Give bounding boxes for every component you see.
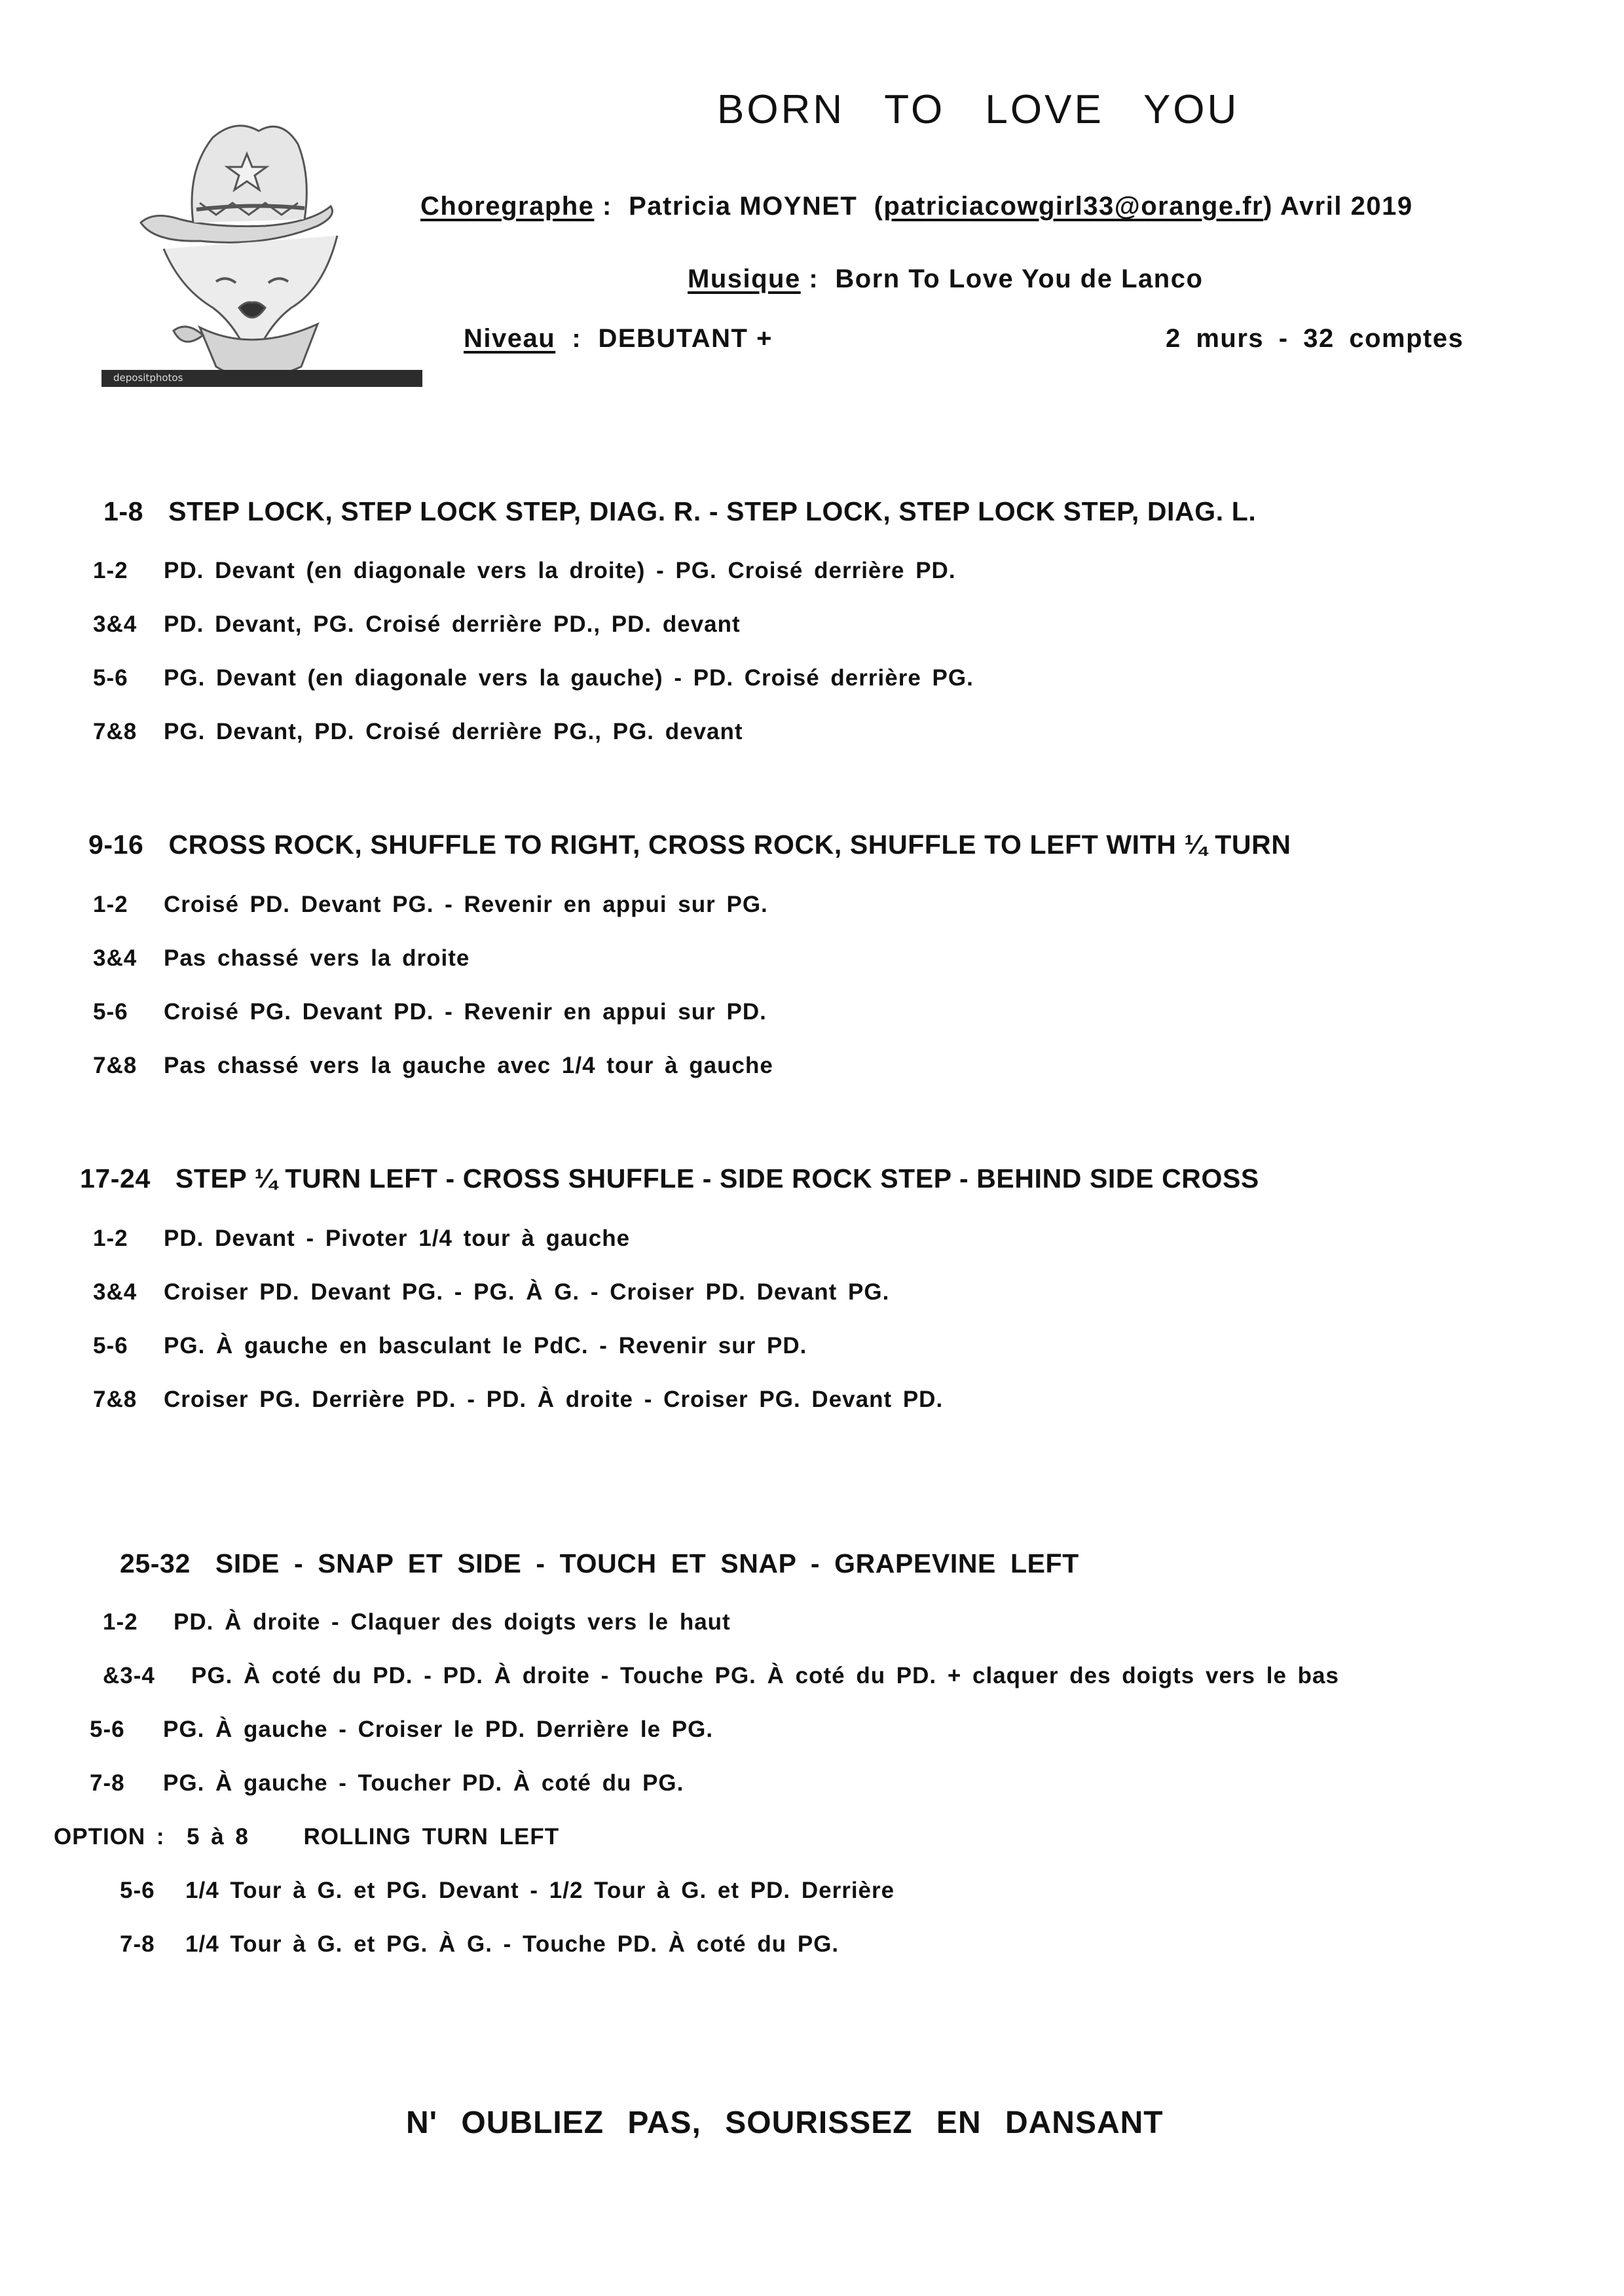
option-label: OPTION : xyxy=(54,1824,165,1850)
date: Avril 2019 xyxy=(1280,192,1413,221)
step-row xyxy=(93,1333,807,1359)
section-number: 1-8 xyxy=(103,496,144,526)
step-row xyxy=(103,1663,1339,1689)
section-number: 9-16 xyxy=(88,829,144,860)
step-row xyxy=(93,1226,630,1252)
step-row xyxy=(93,892,768,918)
step-count: 1-2 xyxy=(93,892,128,917)
option-line xyxy=(54,1824,559,1850)
logo-caption: depositphotos xyxy=(113,372,183,384)
section-heading: CROSS ROCK, SHUFFLE TO RIGHT, CROSS ROCK, SHUFFLE TO LEFT WITH ¼ TURN xyxy=(168,829,1291,860)
step-count: 7&8 xyxy=(93,1053,138,1078)
step-text: Pas chassé vers la gauche avec 1/4 tour à gauche xyxy=(164,1053,773,1078)
level-label: Niveau xyxy=(464,324,556,353)
step-text: PG. Devant, PD. Croisé derrière PG., PG. devant xyxy=(164,719,743,744)
step-count: 3&4 xyxy=(93,611,138,637)
option-name: ROLLING TURN LEFT xyxy=(303,1824,560,1850)
section-title xyxy=(88,829,1291,860)
step-text: PG. À gauche en basculant le PdC. - Revenir sur PD. xyxy=(164,1333,807,1358)
section-number: 25-32 xyxy=(120,1548,191,1578)
step-text: PG. À gauche - Croiser le PD. Derrière le PG. xyxy=(163,1717,714,1742)
step-count: 7-8 xyxy=(90,1770,125,1796)
step-text: Croisé PG. Devant PD. - Revenir en appui sur PD. xyxy=(164,999,767,1025)
step-row xyxy=(93,999,767,1025)
step-count: 1-2 xyxy=(103,1609,138,1635)
music-label: Musique xyxy=(688,264,801,293)
section-heading: STEP LOCK, STEP LOCK STEP, DIAG. R. - STEP LOCK, STEP LOCK STEP, DIAG. L. xyxy=(168,496,1257,526)
step-text: PD. À droite - Claquer des doigts vers le haut xyxy=(174,1609,731,1635)
step-text: 1/4 Tour à G. et PG. Devant - 1/2 Tour à G. et PD. Derrière xyxy=(185,1878,895,1903)
section-heading: STEP ¼ TURN LEFT - CROSS SHUFFLE - SIDE ROCK STEP - BEHIND SIDE CROSS xyxy=(175,1163,1259,1194)
choreographer-label: Choregraphe xyxy=(420,192,595,221)
option-step-row xyxy=(120,1931,839,1958)
step-text: PG. À coté du PD. - PD. À droite - Touche PG. À coté du PD. + claquer des doigts vers le bas xyxy=(191,1663,1339,1688)
step-row xyxy=(93,611,741,638)
walls-counts: 2 murs - 32 comptes xyxy=(1166,324,1464,353)
step-count: 3&4 xyxy=(93,1279,138,1305)
level-line: Niveau : DEBUTANT + xyxy=(464,324,773,353)
music-line: Musique : Born To Love You de Lanco xyxy=(688,264,1204,293)
step-count: 7&8 xyxy=(93,1387,138,1412)
step-text: Croisé PD. Devant PG. - Revenir en appui sur PG. xyxy=(164,892,768,917)
step-count: 5-6 xyxy=(93,665,128,691)
step-count: 1-2 xyxy=(93,1226,128,1251)
music-value: Born To Love You de Lanco xyxy=(835,264,1204,293)
step-text: PD. Devant (en diagonale vers la droite) - PG. Croisé derrière PD. xyxy=(164,558,956,583)
footer-motto: N' OUBLIEZ PAS, SOURISSEZ EN DANSANT xyxy=(406,2105,1164,2140)
step-row xyxy=(103,1609,731,1635)
step-count: 5-6 xyxy=(90,1717,125,1742)
logo-watermark-bar xyxy=(101,370,422,387)
step-count: 3&4 xyxy=(93,945,138,971)
section-title xyxy=(80,1163,1259,1194)
option-range: 5 à 8 xyxy=(187,1824,249,1850)
section-title xyxy=(103,496,1256,527)
page-title: BORN TO LOVE YOU xyxy=(717,87,1240,132)
section-title xyxy=(120,1548,1079,1579)
choreographer-name: Patricia MOYNET xyxy=(629,192,858,221)
step-text: Pas chassé vers la droite xyxy=(164,945,470,971)
step-text: 1/4 Tour à G. et PG. À G. - Touche PD. À coté du PG. xyxy=(185,1931,840,1957)
step-row xyxy=(93,945,470,972)
step-text: PG. À gauche - Toucher PD. À coté du PG. xyxy=(163,1770,684,1796)
step-count: 7&8 xyxy=(93,719,138,744)
section-heading: SIDE - SNAP ET SIDE - TOUCH ET SNAP - GRAPEVINE LEFT xyxy=(215,1548,1079,1578)
step-text: PD. Devant - Pivoter 1/4 tour à gauche xyxy=(164,1226,631,1251)
step-count: 5-6 xyxy=(93,999,128,1025)
choreographer-line: Choregraphe : Patricia MOYNET (patriciacowgirl33@orange.fr) Avril 2019 xyxy=(420,192,1413,221)
step-text: Croiser PD. Devant PG. - PG. À G. - Croiser PD. Devant PG. xyxy=(164,1279,890,1305)
step-row xyxy=(93,1053,773,1079)
step-row xyxy=(93,1387,943,1413)
step-text: Croiser PG. Derrière PD. - PD. À droite - Croiser PG. Devant PD. xyxy=(164,1387,944,1412)
step-count: &3-4 xyxy=(103,1663,155,1688)
step-count: 5-6 xyxy=(93,1333,128,1358)
level-value: DEBUTANT + xyxy=(598,324,773,353)
option-step-row xyxy=(120,1878,895,1904)
step-count: 1-2 xyxy=(93,558,128,583)
wolf-cowboy-logo xyxy=(101,92,422,393)
step-count: 7-8 xyxy=(120,1931,155,1957)
step-row xyxy=(90,1770,684,1796)
step-row xyxy=(90,1717,713,1743)
step-row xyxy=(93,1279,889,1305)
step-text: PD. Devant, PG. Croisé derrière PD., PD. devant xyxy=(164,611,741,637)
email-link[interactable]: patriciacowgirl33@orange.fr xyxy=(883,192,1264,221)
step-row xyxy=(93,665,974,691)
step-count: 5-6 xyxy=(120,1878,155,1903)
section-number: 17-24 xyxy=(80,1163,151,1194)
step-text: PG. Devant (en diagonale vers la gauche) - PD. Croisé derrière PG. xyxy=(164,665,974,691)
step-row xyxy=(93,558,956,584)
step-row xyxy=(93,719,743,745)
